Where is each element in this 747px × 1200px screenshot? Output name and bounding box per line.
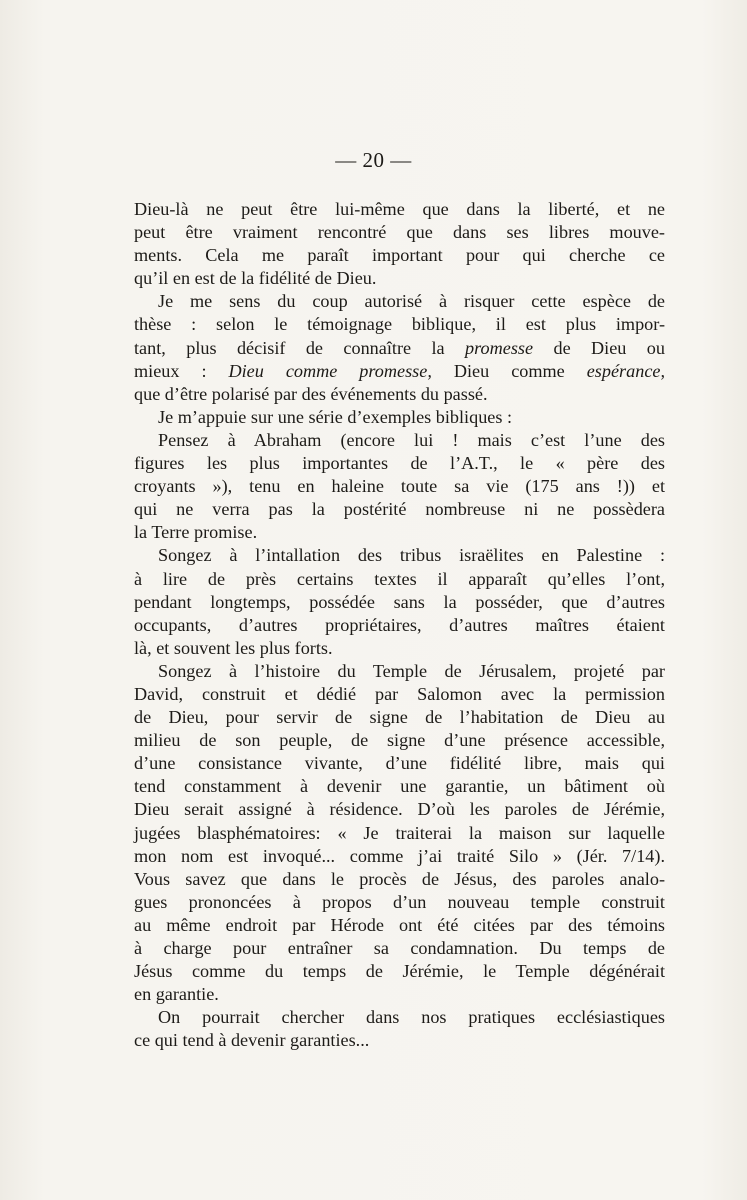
text-line: là, et souvent les plus forts. [134,637,333,658]
text-line: Dieu serait assigné à résidence. D’où les paroles de Jérémie, [134,799,665,820]
text-line: Jésus comme du temps de Jérémie, le Temple dégénérait [134,961,665,982]
text-line: gues prononcées à propos d’un nouveau temple construit [134,891,665,912]
text-line: ce qui tend à devenir garanties... [134,1030,370,1051]
text-line: au même endroit par Hérode ont été citées par des témoins [134,914,665,935]
text-line: tend constamment à devenir une garantie, un bâtiment où [134,776,665,797]
text-line: jugées blasphématoires: « Je traiterai la maison sur laquelle [134,822,665,843]
body-text [134,198,665,1052]
text-line: à charge pour entraîner sa condamnation. Du temps de [134,938,665,958]
text-line: occupants, d’autres propriétaires, d’autres maîtres étaient [134,614,665,635]
text-line: peut être vraiment rencontré que dans ses libres mouve- [134,222,665,243]
text-line: en garantie. [134,984,219,1005]
text-line: David, construit et dédié par Salomon avec la permission [134,683,665,704]
text-line: mon nom est invoqué... comme j’ai traité Silo » (Jér. 7/14). [134,845,665,866]
text-line: Songez à l’histoire du Temple de Jérusalem, projeté par [158,660,665,681]
text-line: figures les plus importantes de l’A.T., le « père des [134,453,665,474]
text-line: Songez à l’intallation des tribus israëlites en Palestine : [158,545,665,566]
text-line: Dieu-là ne peut être lui-même que dans la liberté, et ne [134,199,665,219]
text-line: tant, plus décisif de connaître la promesse de Dieu ou [134,337,665,358]
text-line: On pourrait chercher dans nos pratiques ecclésiastiques [158,1007,665,1028]
text-line: qu’il en est de la fidélité de Dieu. [134,268,377,289]
text-line: de Dieu, pour servir de signe de l’habitation de Dieu au [134,707,665,728]
text-line: Je me sens du coup autorisé à risquer cette espèce de [158,291,665,312]
text-line: pendant longtemps, possédée sans la posséder, que d’autres [134,591,665,612]
italic-text: Dieu comme promesse, [228,360,432,381]
text-line: la Terre promise. [134,522,258,543]
text-line: Pensez à Abraham (encore lui ! mais c’est l’une des [158,429,665,450]
text-line: à lire de près certains textes il apparaît qu’elles l’ont, [134,568,665,589]
text-line: Je m’appuie sur une série d’exemples bibliques : [158,406,513,427]
text-line: Vous savez que dans le procès de Jésus, des paroles analo- [134,868,665,889]
text-line: mieux : Dieu comme promesse, Dieu comme espérance, [134,360,666,381]
text-line: thèse : selon le témoignage biblique, il est plus impor- [134,314,665,335]
page-number: — 20 — [335,148,412,172]
text-line: que d’être polarisé par des événements du passé. [134,383,488,404]
italic-text: promesse [465,337,534,358]
text-line: d’une consistance vivante, d’une fidélité libre, mais qui [134,753,665,774]
text-line: qui ne verra pas la postérité nombreuse ni ne possèdera [134,499,665,520]
text-line: ments. Cela me paraît important pour qui cherche ce [134,245,665,266]
text-line: croyants »), tenu en haleine toute sa vie (175 ans !)) et [134,476,665,497]
italic-text: espérance, [586,360,666,381]
text-line: milieu de son peuple, de signe d’une présence accessible, [134,730,665,751]
